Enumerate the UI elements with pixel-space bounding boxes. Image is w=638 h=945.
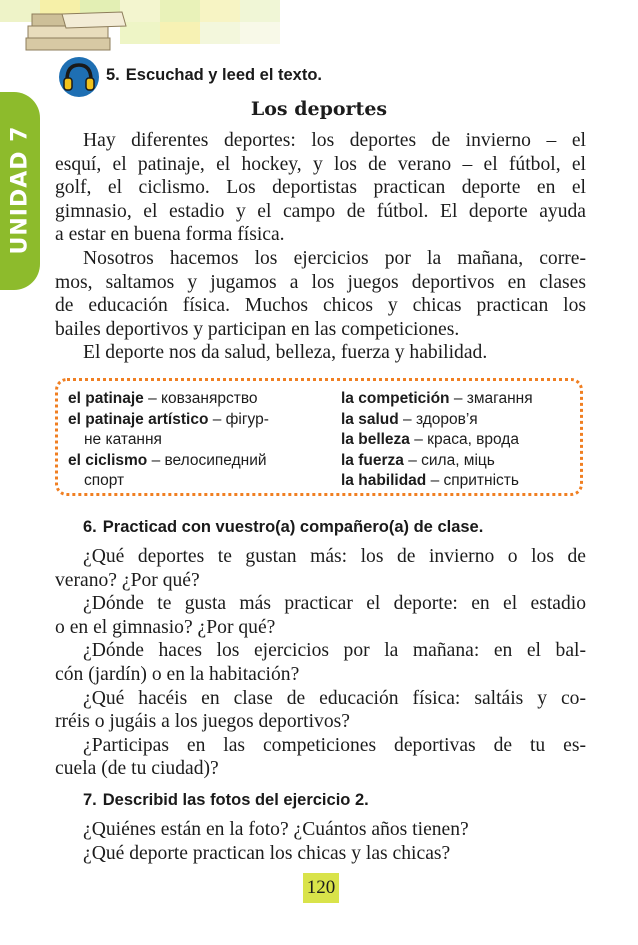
- text-line: bailes deportivos y participan en las competiciones.: [55, 318, 460, 340]
- vocab-translation: – фігур-: [208, 410, 269, 428]
- question-line: rréis o jugáis a los juegos deportivos?: [55, 711, 350, 733]
- text-title: Los deportes: [250, 98, 388, 120]
- vocab-translation: – ковзанярство: [143, 390, 258, 407]
- books-icon: [22, 8, 130, 54]
- text-line: gimnasio, el estadio y el campo de fútbol. El deporte ayuda: [55, 200, 586, 222]
- vocab-translation: – здоров’я: [398, 410, 478, 428]
- vocab-term: la habilidad: [341, 472, 427, 489]
- vocab-translation: – спритність: [426, 472, 519, 489]
- question-line: ¿Qué deporte practican los chicas y las chicas?: [83, 842, 451, 864]
- question-line: ¿Qué deportes te gustan más: los de invierno o los de: [83, 546, 586, 567]
- vocab-term: la competición: [341, 390, 450, 407]
- vocab-entry: [341, 451, 533, 472]
- vocab-entry: [68, 451, 269, 492]
- vocabulary-left-column: [68, 389, 269, 492]
- vocab-entry: [68, 410, 269, 451]
- text-line: Nosotros hacemos los ejercicios por la mañana, corre-: [83, 247, 586, 269]
- vocab-term: el patinaje: [68, 390, 144, 407]
- question-line: ¿Qué hacéis en clase de educación física: saltáis y co-: [83, 687, 586, 709]
- vocab-entry: [341, 410, 533, 431]
- vocab-translation: – змагання: [449, 390, 533, 407]
- text-line: Hay diferentes deportes: los deportes de invierno – el: [83, 130, 586, 151]
- vocab-entry: [68, 389, 269, 410]
- question-line: verano? ¿Por qué?: [55, 569, 200, 591]
- exercise-6-instruction: [83, 518, 483, 537]
- exercise-5-number: 5.: [106, 66, 120, 84]
- question-line: cón (jardín) o en la habitación?: [55, 663, 300, 685]
- question-line: ¿Dónde te gusta más practicar el deporte: en el estadio: [83, 593, 586, 615]
- vocab-term: la fuerza: [341, 451, 404, 469]
- exercise-5-text: Escuchad y leed el texto.: [125, 66, 323, 84]
- headphones-icon: [58, 56, 100, 98]
- unit-label: UNIDAD 7: [7, 125, 33, 255]
- vocab-translation-cont: не катання: [84, 431, 162, 448]
- exercise-7-instruction: [83, 791, 369, 810]
- vocabulary-box: [55, 378, 583, 496]
- text-line: de educación física. Muchos chicos y chicas practican los: [55, 295, 586, 317]
- vocab-entry: [341, 389, 533, 410]
- exercise-7-text: Describid las fotos del ejercicio 2.: [102, 791, 369, 809]
- vocab-entry: [341, 471, 533, 492]
- vocab-translation: – сила, міць: [403, 451, 495, 469]
- vocab-term: la salud: [341, 410, 399, 428]
- question-line: cuela (de tu ciudad)?: [55, 758, 219, 780]
- text-line: esquí, el patinaje, el hockey, y los de verano – el fútbol, el: [55, 153, 586, 175]
- exercise-7-questions: [55, 818, 586, 865]
- vocab-term: el ciclismo: [68, 451, 148, 469]
- text-line: El deporte nos da salud, belleza, fuerza y habilidad.: [83, 342, 488, 364]
- exercise-7-number: 7.: [83, 791, 97, 809]
- vocab-term: el patinaje artístico: [68, 410, 209, 428]
- vocab-entry: [341, 430, 533, 451]
- exercise-5-instruction: [106, 66, 322, 85]
- text-line: a estar en buena forma física.: [55, 224, 285, 246]
- vocab-term: la belleza: [341, 431, 410, 448]
- vocab-translation: – краса, врода: [409, 431, 519, 448]
- page-number: 120: [303, 873, 339, 903]
- question-line: ¿Dónde haces los ejercicios por la mañana: en el bal-: [83, 640, 586, 662]
- text-line: golf, el ciclismo. Los deportistas practican deporte en el: [55, 177, 586, 199]
- vocabulary-right-column: [341, 389, 533, 492]
- vocab-translation-cont: спорт: [84, 472, 125, 489]
- vocab-translation: – велосипедний: [147, 451, 267, 469]
- question-line: ¿Participas en las competiciones deportivas de tu es-: [83, 734, 586, 756]
- question-line: o en el gimnasio? ¿Por qué?: [55, 616, 276, 638]
- text-line: mos, saltamos y jugamos a los juegos deportivos en clases: [55, 271, 586, 293]
- reading-text: [55, 129, 586, 365]
- exercise-6-questions: [55, 545, 586, 781]
- exercise-6-text: Practicad con vuestro(a) compañero(a) de clase.: [102, 518, 484, 536]
- question-line: ¿Quiénes están en la foto? ¿Cuántos años tienen?: [83, 819, 469, 840]
- exercise-6-number: 6.: [83, 518, 97, 536]
